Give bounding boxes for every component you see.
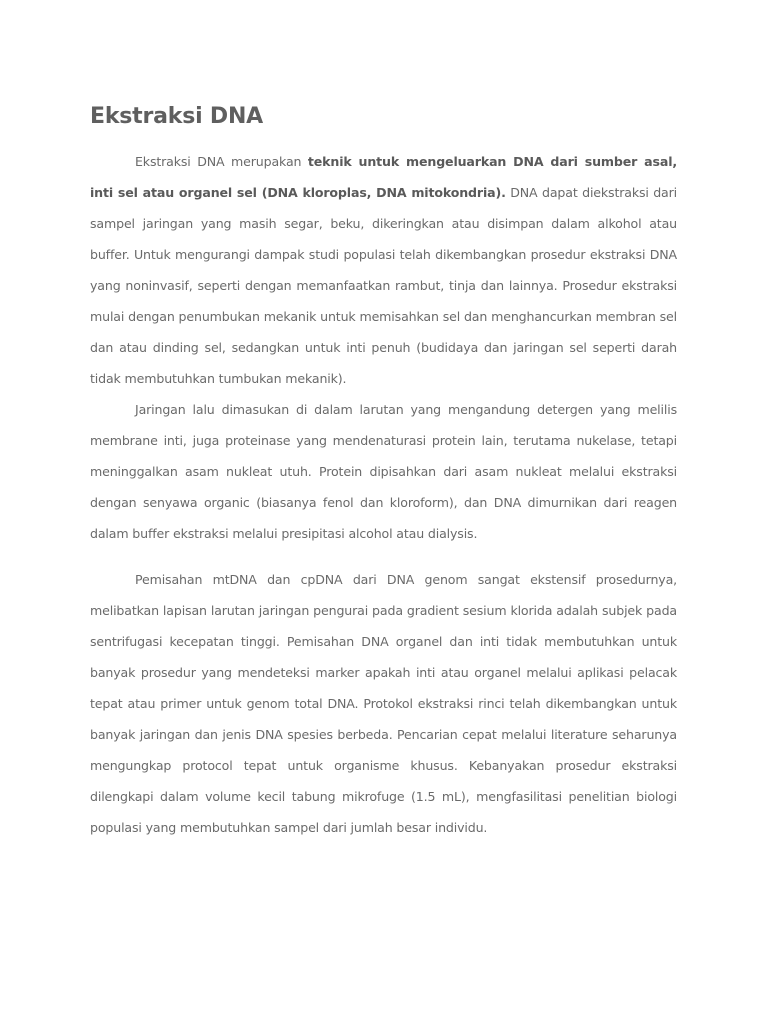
paragraph-2: Jaringan lalu dimasukan di dalam larutan yang mengandung detergen yang melilis membrane inti, juga proteinase yang mendenaturasi protein lain, terutama nukelase, tetapi meninggalkan asam nukleat utuh. Protein dipisahkan dari asam nukleat melalui ekstraksi dengan senyawa organic (biasanya fenol dan kloroform), dan DNA dimurnikan dari reagen dalam buffer ekstraksi melalui presipitasi alcohol atau dialysis. [90, 402, 677, 541]
document-title: Ekstraksi DNA [90, 104, 263, 129]
paragraph-1 [90, 146, 677, 394]
document-content [90, 100, 677, 843]
paragraph-1-bold: teknik untuk mengeluarkan DNA dari sumber asal, inti sel atau organel sel (DNA kloroplas, DNA mitokondria). [90, 154, 677, 200]
paragraph-1-rest: DNA dapat diekstraksi dari sampel jaringan yang masih segar, beku, dikeringkan atau disimpan dalam alkohol atau buffer. Untuk mengurangi dampak studi populasi telah dikembangkan prosedur ekstraksi DNA yang noninvasif, seperti dengan memanfaatkan rambut, tinja dan lainnya. Prosedur ekstraksi mulai dengan penumbukan mekanik untuk memisahkan sel dan menghancurkan membran sel dan atau dinding sel, sedangkan untuk inti penuh (budidaya dan jaringan sel seperti darah tidak membutuhkan tumbukan mekanik). [90, 185, 678, 386]
paragraph-1-lead: Ekstraksi DNA merupakan [135, 154, 308, 169]
paragraph-3: Pemisahan mtDNA dan cpDNA dari DNA genom sangat ekstensif prosedurnya, melibatkan lapisan larutan jaringan pengurai pada gradient sesium klorida adalah subjek pada sentrifugasi kecepatan tinggi. Pemisahan DNA organel dan inti tidak membutuhkan untuk banyak prosedur yang mendeteksi marker apakah inti atau organel melalui aplikasi pelacak tepat atau primer untuk genom total DNA. Protokol ekstraksi rinci telah dikembangkan untuk banyak jaringan dan jenis DNA spesies berbeda. Pencarian cepat melalui literature seharunya mengungkap protocol tepat untuk organisme khusus. Kebanyakan prosedur ekstraksi dilengkapi dalam volume kecil tabung mikrofuge (1.5 mL), mengfasilitasi penelitian biologi populasi yang membutuhkan sampel dari jumlah besar individu. [90, 572, 677, 835]
